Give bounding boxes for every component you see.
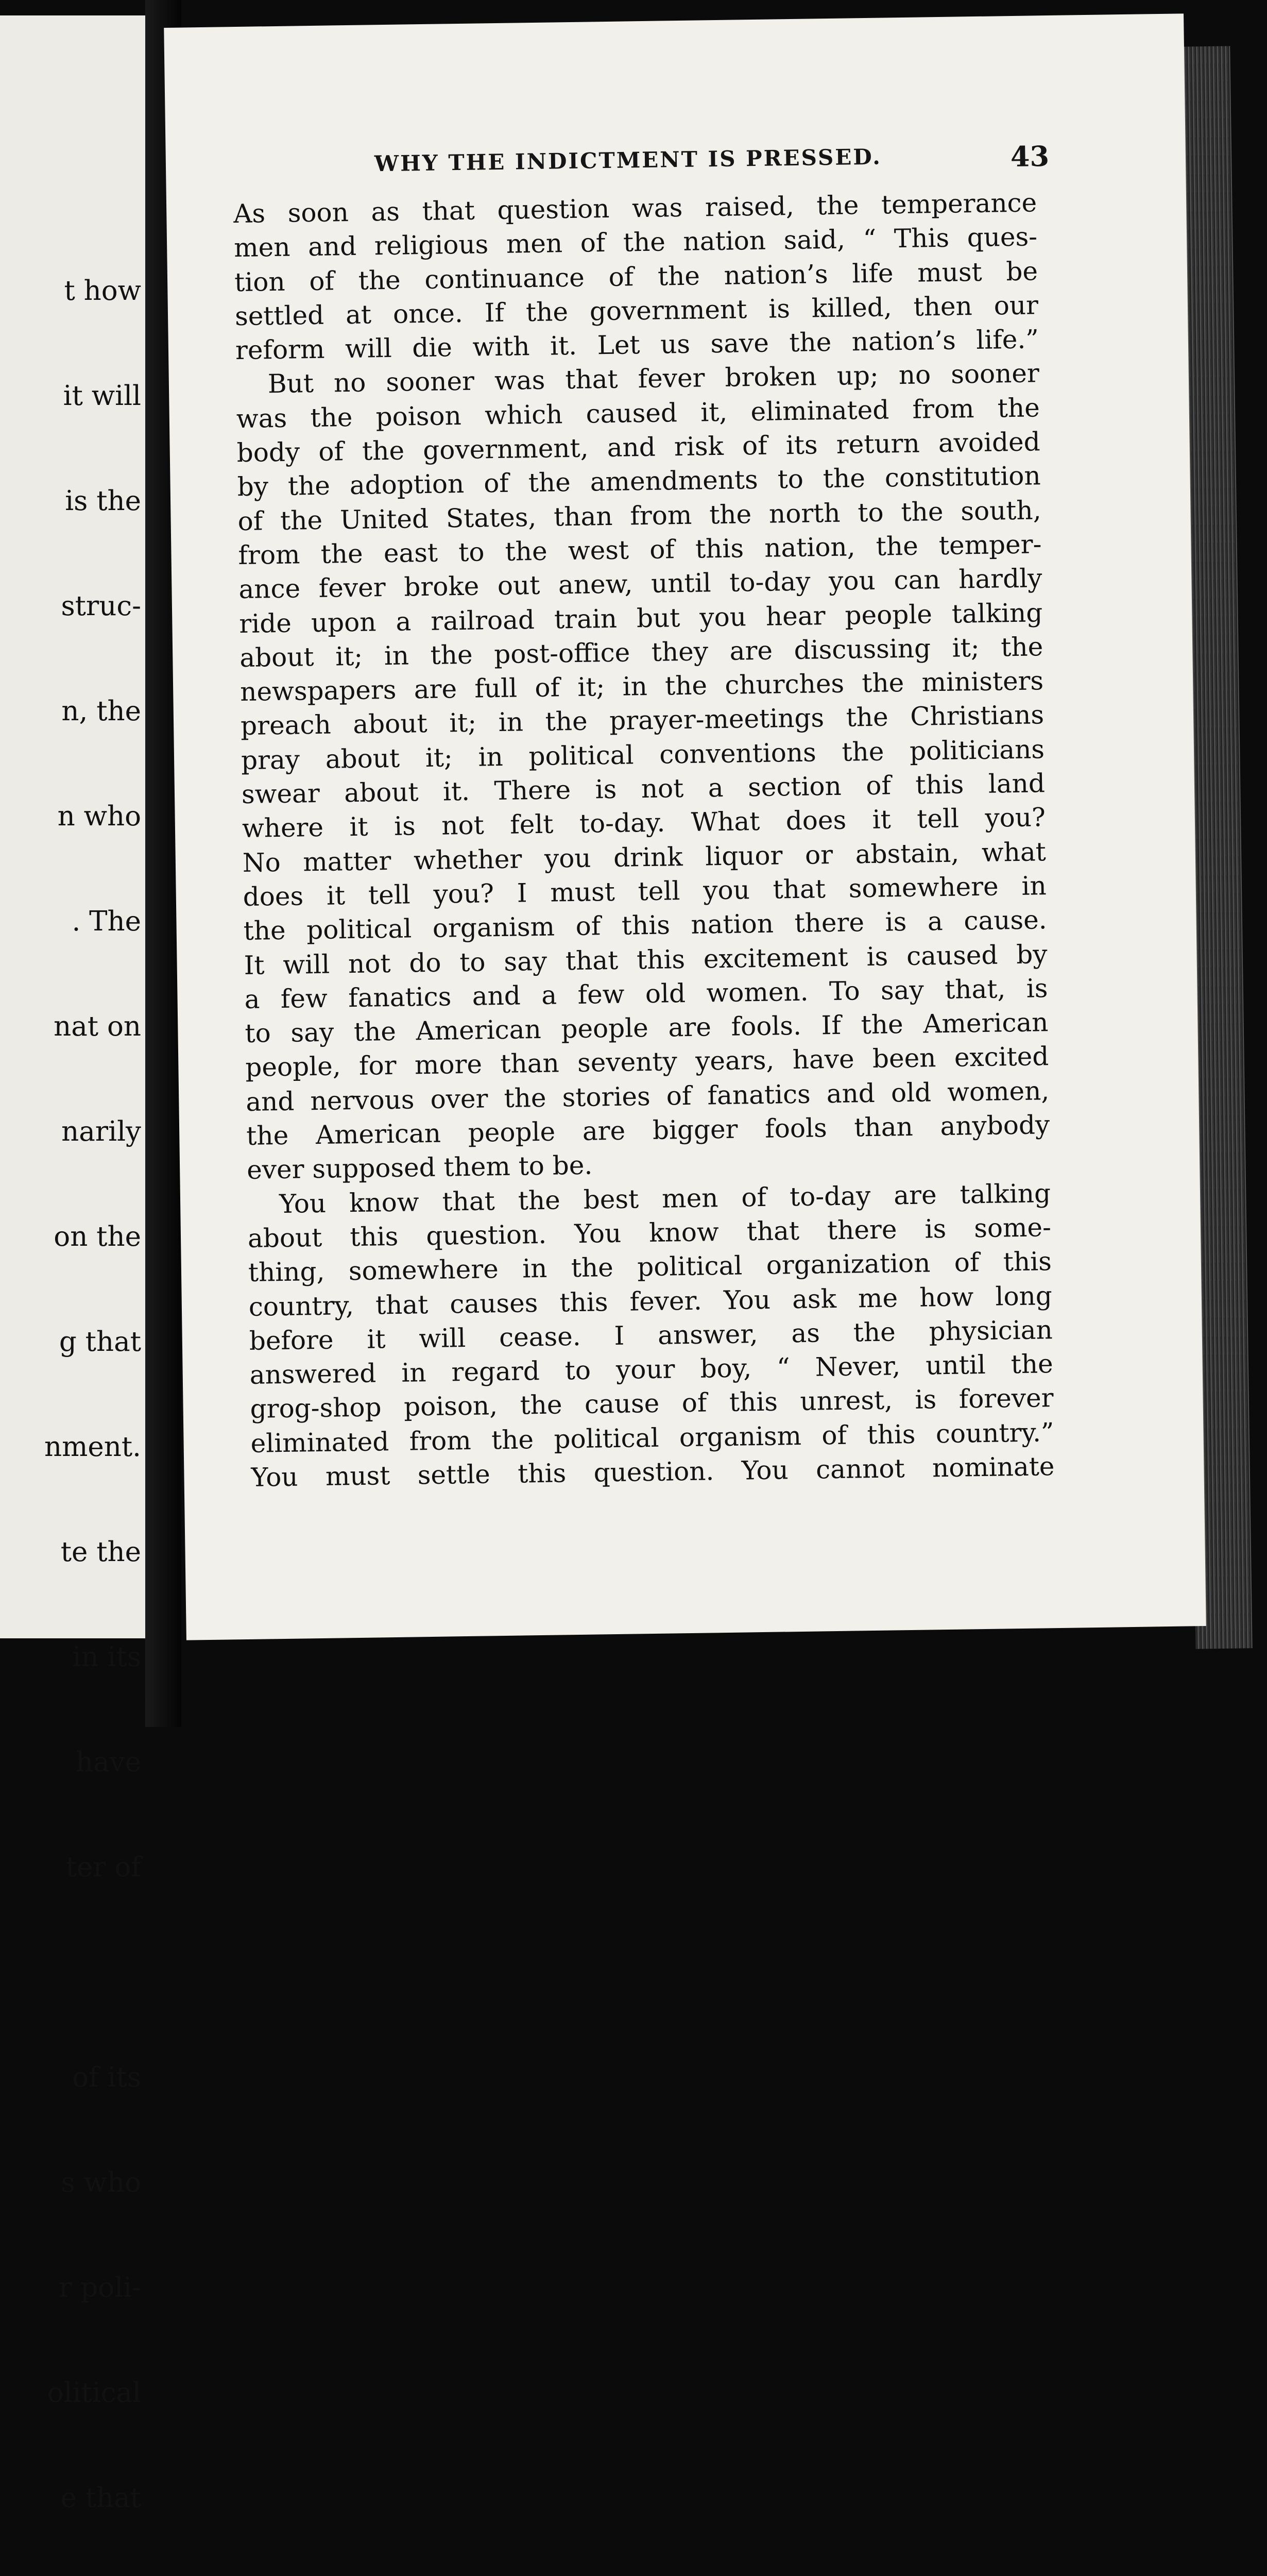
text-line: before it will cease. I answer, as the physician — [249, 1314, 1053, 1356]
text-line: swear about it. There is not a section of this land — [241, 768, 1046, 810]
facing-line: t how — [64, 275, 141, 307]
facing-line: narily — [61, 1116, 141, 1147]
book-page-43 — [164, 13, 1206, 1640]
facing-line: n, the — [61, 696, 141, 727]
facing-line: is the — [65, 485, 141, 517]
facing-line: struc- — [61, 590, 141, 622]
text-line: and nervous over the stories of fanatics and old women, — [245, 1075, 1050, 1117]
text-line: answered in regard to your boy, “ Never, until the — [249, 1349, 1054, 1390]
text-line: men and religious men of the nation said, “ This ques- — [233, 222, 1038, 263]
text-line-paragraph-start: But no sooner was that fever broken up; no sooner — [267, 358, 1040, 399]
facing-line: nat on — [54, 1011, 141, 1042]
text-line: tion of the continuance of the nation’s life must be — [234, 256, 1038, 297]
text-line: It will not do to say that this excitement is caused by — [244, 939, 1048, 980]
facing-page-text — [41, 204, 141, 2576]
facing-line: on the — [54, 1221, 141, 1252]
text-line: about this question. You know that there is some- — [247, 1212, 1052, 1253]
running-head-title: WHY THE INDICTMENT IS PRESSED. — [374, 144, 882, 177]
text-line: body of the government, and risk of its return avoided — [236, 427, 1041, 468]
facing-line: in its — [72, 1641, 141, 1673]
facing-line: r poli- — [59, 2272, 141, 2303]
text-line: a few fanatics and a few old women. To say that, is — [244, 973, 1048, 1014]
text-line: was the poison which caused it, eliminated from the — [236, 393, 1040, 434]
text-line: You must settle this question. You cannot nominate — [251, 1451, 1055, 1493]
text-line: ance fever broke out anew, until to-day you can hardly — [238, 563, 1042, 605]
facing-line: have — [75, 1747, 141, 1778]
text-line: grog-shop poison, the cause of this unrest, is forever — [250, 1383, 1054, 1425]
text-line: ride upon a railroad train but you hear people talking — [239, 597, 1043, 639]
text-line: the political organism of this nation there is a cause. — [243, 905, 1047, 946]
text-line-paragraph-start: You know that the best men of to-day are talking — [279, 1178, 1051, 1219]
text-line: As soon as that question was raised, the temperance — [233, 188, 1037, 229]
text-line: preach about it; in the prayer-meetings the Christians — [240, 700, 1045, 741]
facing-line: it will — [63, 380, 141, 412]
facing-line: nment. — [44, 1431, 141, 1463]
text-line-paragraph-end: ever supposed them to be. — [246, 1150, 593, 1185]
text-line: reform will die with it. Let us save the nation’s life.” — [235, 324, 1039, 366]
text-line: eliminated from the political organism of this country.” — [250, 1417, 1054, 1459]
facing-line: ter of — [65, 1852, 141, 1883]
text-line: about it; in the post-office they are discussing it; the — [239, 632, 1043, 673]
text-line: from the east to the west of this nation, the temper- — [238, 529, 1042, 571]
page-number: 43 — [1010, 140, 1050, 174]
text-line: by the adoption of the amendments to the constitution — [237, 461, 1041, 502]
facing-line: e that — [60, 2482, 141, 2514]
facing-line-blank — [41, 1955, 141, 1990]
text-line: where it is not felt to-day. What does it tell you? — [242, 802, 1046, 844]
text-line: thing, somewhere in the political organization of this — [248, 1246, 1052, 1288]
text-line: No matter whether you drink liquor or abstain, what — [242, 836, 1047, 878]
facing-line: of its — [72, 2062, 141, 2093]
facing-line: g that — [59, 1326, 141, 1358]
text-line: country, that causes this fever. You ask me how long — [248, 1280, 1053, 1322]
facing-line: s who — [61, 2167, 141, 2198]
facing-line: . The — [72, 906, 141, 937]
text-line: newspapers are full of it; in the churches the ministers — [239, 666, 1044, 707]
text-line: settled at once. If the government is killed, then our — [234, 290, 1039, 331]
text-line: of the United States, than from the north to the south, — [237, 495, 1041, 536]
facing-line: te the — [60, 1536, 141, 1568]
facing-line: olitical — [47, 2377, 141, 2409]
text-line: to say the American people are fools. If the American — [245, 1007, 1049, 1049]
facing-page-left — [0, 15, 145, 2514]
body-text — [233, 185, 1055, 1495]
facing-line: n who — [57, 801, 141, 832]
text-line: pray about it; in political conventions the politicians — [241, 734, 1045, 775]
text-line: people, for more than seventy years, have been excited — [245, 1041, 1049, 1083]
text-line: the American people are bigger fools than anybody — [246, 1110, 1050, 1151]
text-line: does it tell you? I must tell you that somewhere in — [243, 871, 1047, 912]
